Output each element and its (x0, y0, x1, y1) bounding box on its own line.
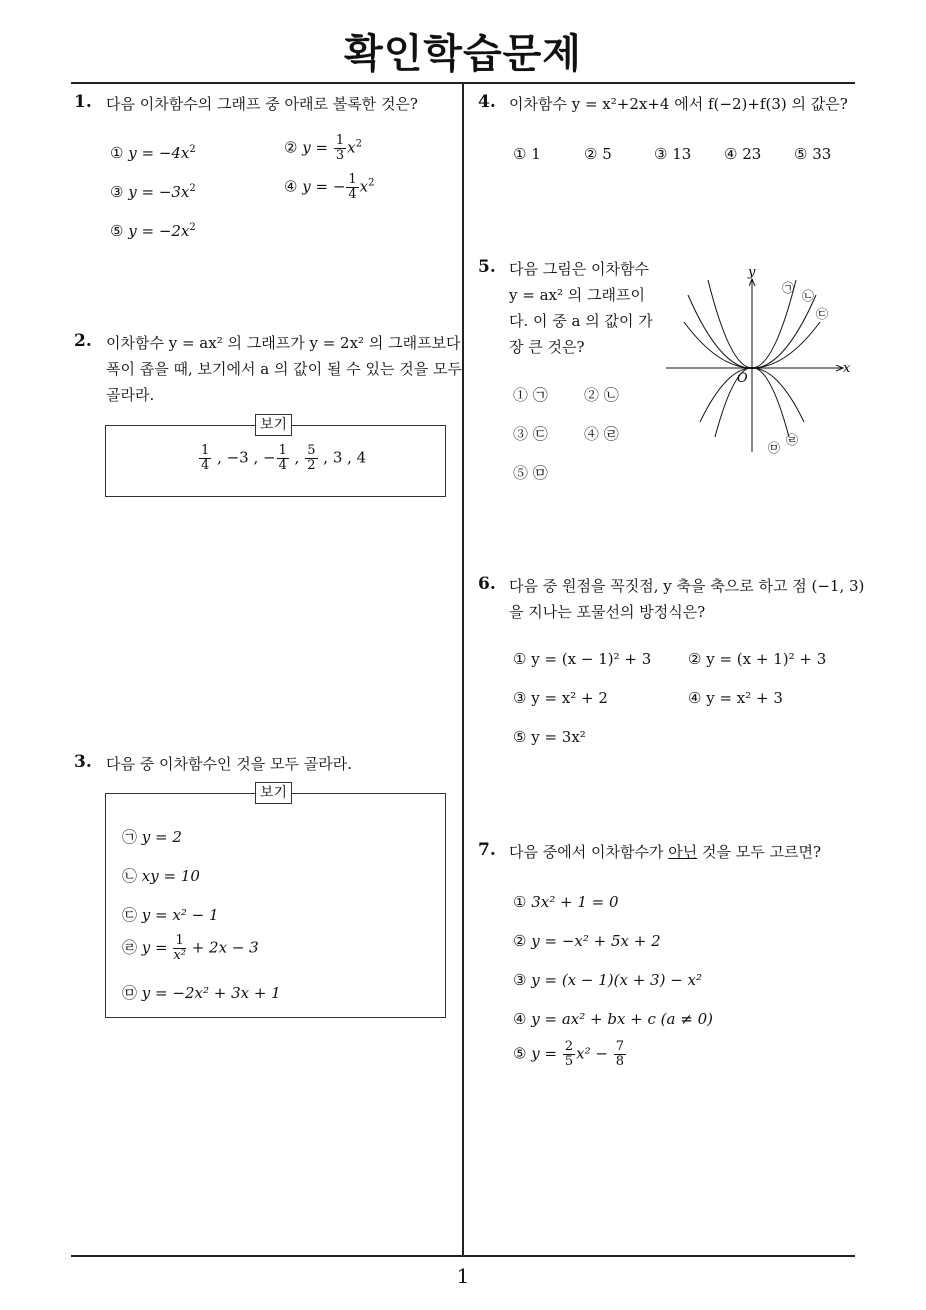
question-line: y = ax² 의 그래프이 (509, 286, 645, 304)
option-2[interactable]: ② ㉡ (584, 386, 619, 404)
option-2[interactable]: ② y = −x² + 5x + 2 (513, 932, 661, 950)
option-4[interactable]: ④ y = x² + 3 (688, 689, 783, 707)
question-line: 골라라. (106, 386, 155, 404)
option-3[interactable]: ③ 13 (654, 145, 692, 163)
option-5[interactable]: ⑤ y = $\frac{2}{5}$ x² − $\frac{7}{8}$ (513, 1039, 624, 1069)
question-line: 이차함수 y = ax² 의 그래프가 y = 2x² 의 그래프보다 (106, 334, 461, 352)
question-number: 2. (74, 331, 92, 351)
example-item-4: ㉣ y = $\frac{1}{\text{x²}}$ + 2x − 3 (122, 933, 259, 963)
column-divider (462, 84, 464, 1255)
x-axis-label: x (843, 361, 851, 376)
example-item-5: ㉤ y = −2x² + 3x + 1 (122, 984, 281, 1002)
option-1[interactable]: ① ㉠ (513, 386, 548, 404)
example-item-3: ㉢ y = x² − 1 (122, 906, 219, 924)
option-2[interactable]: ② 5 (584, 145, 612, 163)
question-line: 다음 중 원점을 꼭짓점, y 축을 축으로 하고 점 (−1, 3) (509, 577, 865, 595)
question-number: 1. (74, 92, 92, 112)
example-box-label: 보기 (255, 782, 292, 804)
page-title: 확인학습문제 (344, 31, 582, 77)
option-1[interactable]: ① $y = -4x^2$ (110, 144, 196, 162)
question-number: 4. (478, 92, 496, 112)
y-axis-label: y (748, 265, 756, 280)
example-values: $\frac{1}{4}$ , −3 , − $\frac{1}{4}$ , $\frac{5}{2}$ , 3 , 4 (201, 443, 367, 473)
question-line: 다. 이 중 a 의 값이 가 (509, 312, 653, 330)
option-1[interactable]: ① 3x² + 1 = 0 (513, 893, 619, 911)
curve-label-3: ㉢ (816, 307, 829, 321)
curve-label-4: ㉣ (786, 433, 799, 447)
question-number: 7. (478, 840, 496, 860)
origin-label: O (737, 371, 748, 386)
option-5[interactable]: ⑤ ㉤ (513, 464, 548, 482)
question-text: 이차함수 y = x²+2x+4 에서 f(−2)+f(3) 의 값은? (509, 95, 848, 113)
option-3[interactable]: ③ ㉢ (513, 425, 548, 443)
option-4[interactable]: ④ ㉣ (584, 425, 619, 443)
option-4[interactable]: ④ 23 (724, 145, 762, 163)
question-line: 장 큰 것은? (509, 338, 585, 356)
curve-label-2: ㉡ (802, 289, 815, 303)
option-1[interactable]: ① y = (x − 1)² + 3 (513, 650, 652, 668)
option-5[interactable]: ⑤ 33 (794, 145, 832, 163)
question-line: 폭이 좁을 때, 보기에서 a 의 값이 될 수 있는 것을 모두 (106, 360, 462, 378)
question-line: 다음 그림은 이차함수 (509, 260, 649, 278)
example-box-label: 보기 (255, 414, 292, 436)
question-text: 다음 중 이차함수인 것을 모두 골라라. (106, 755, 352, 773)
option-2[interactable]: ② y = (x + 1)² + 3 (688, 650, 827, 668)
question-text: 다음 이차함수의 그래프 중 아래로 볼록한 것은? (106, 95, 418, 113)
question-line: 을 지나는 포물선의 방정식은? (509, 603, 706, 621)
question-number: 5. (478, 257, 496, 277)
curve-label-5: ㉤ (768, 441, 781, 455)
example-item-2: ㉡ xy = 10 (122, 867, 200, 885)
question-number: 3. (74, 752, 92, 772)
option-5[interactable]: ⑤ y = 3x² (513, 728, 586, 746)
page-number: 1 (456, 1264, 470, 1288)
option-3[interactable]: ③ $y = -3x^2$ (110, 183, 196, 201)
parabola-graph (660, 262, 860, 462)
option-1[interactable]: ① 1 (513, 145, 541, 163)
example-item-1: ㉠ y = 2 (122, 828, 182, 846)
option-5[interactable]: ⑤ $y = -2x^2$ (110, 222, 196, 240)
option-4[interactable]: ④ y = − $\frac{1}{4}$ $x^2$ (284, 172, 375, 202)
question-text: 다음 중에서 이차함수가 아닌 것을 모두 고르면? (509, 843, 821, 861)
question-number: 6. (478, 574, 496, 594)
option-3[interactable]: ③ y = x² + 2 (513, 689, 608, 707)
underlined-word: 아닌 (668, 843, 698, 861)
bottom-rule (71, 1255, 855, 1257)
option-4[interactable]: ④ y = ax² + bx + c (a ≠ 0) (513, 1010, 713, 1028)
option-3[interactable]: ③ y = (x − 1)(x + 3) − x² (513, 971, 703, 989)
option-2[interactable]: ② y = $\frac{1}{3}$ $x^2$ (284, 133, 362, 163)
curve-label-1: ㉠ (782, 281, 795, 295)
